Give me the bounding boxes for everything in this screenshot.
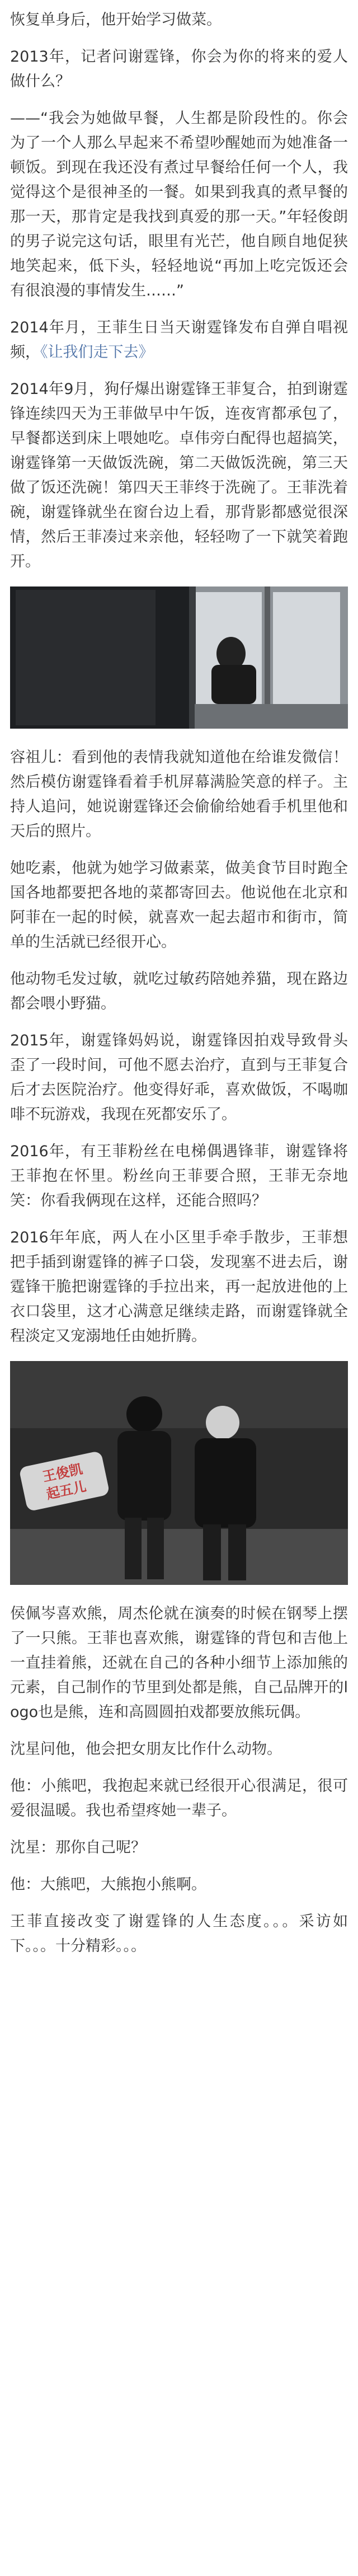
paragraph: 2015年，谢霆锋妈妈说，谢霆锋因拍戏导致骨头歪了一段时间，可他不愿去治疗，直到与王菲复合后才去医院治疗。他变得好乖，喜欢做饭，不喝咖啡不玩游戏，我现在死都安乐了。 [10,1032,348,1123]
paragraph: 2014年9月，狗仔爆出谢霆锋王菲复合，拍到谢霆锋连续四天为王菲做早中午饭，连夜宵都承包了，早餐都送到床上喂她吃。卓伟旁白配得也超搞笑，谢霆锋第一天做饭洗碗，第二天做饭洗碗，第三天做了饭还洗碗！第四天王菲终于洗碗了。王菲洗着碗，谢霆锋就坐在窗台边上看，那背影都感觉很深情，然后王菲凑过来亲他，轻轻吻了一下就笑着跑开。 [10,381,348,570]
paragraph: 容祖儿：看到他的表情我就知道他在给谁发微信！然后模仿谢霆锋看着手机屏幕满脸笑意的样子。主持人追问，她说谢霆锋还会偷偷给她看手机里他和天后的照片。 [10,749,348,840]
walking-photo-image [10,1361,348,1585]
paragraph: 侯佩岑喜欢熊，周杰伦就在演奏的时候在钢琴上摆了一只熊。王菲也喜欢熊，谢霆锋的背包和吉他上一直挂着熊，还就在自己的各种小细节上添加熊的元素，自己制作的节里到处都是熊，自己品牌开的logo也是熊，连和高圆圆拍戏都要放熊玩偶。 [10,1605,348,1721]
paragraph: 恢复单身后，他开始学习做菜。 [10,11,222,29]
song-link[interactable]: 《让我们走下去》 [40,344,154,361]
watermark-line-1: 王俊凯 [41,1461,84,1485]
concert-text: 2014年月，王菲生日当天谢霆锋发布自弹自唱视频， [10,319,348,361]
paragraph: 他：小熊吧，我抱起来就已经很开心很满足，很可爱很温暖。我也希望疼她一辈子。 [10,1777,348,1819]
paragraph: 她吃素，他就为她学习做素菜，做美食节目时跑全国各地都要把各地的菜都寄回去。他说他在北京和阿菲在一起的时候，就喜欢一起去超市和街市，简单的生活就已经很开心。 [10,860,348,951]
walking-photo [10,1361,348,1585]
paragraph-concert [10,316,348,365]
paragraph: 沈星：那你自己呢？ [10,1839,146,1856]
paragraph: 王菲直接改变了谢霆锋的人生态度。。。采访如下。。。十分精彩。。。 [10,1913,348,1955]
watermark-line-2: 起五儿 [45,1479,88,1503]
window-photo-image [10,586,348,729]
paragraph: 2016年年底，两人在小区里手牵手散步，王菲想把手插到谢霆锋的裤子口袋，发现塞不进去后，谢霆锋干脆把谢霆锋的手拉出来，再一起放进他的上衣口袋里，这才心满意足继续走路，而谢霆锋就全程淡定又宠溺地任由她折腾。 [10,1229,348,1345]
paragraph: ——“我会为她做早餐，人生都是阶段性的。你会为了一个人那么早起来不希望吵醒她而为她准备一顿饭。到现在我还没有煮过早餐给任何一个人，我觉得这个是很神圣的一餐。如果到我真的煮早餐的那一天，那肯定是我找到真爱的那一天。”年轻俊朗的男子说完这句话，眼里有光芒，他自顾自地促狭地笑起来，低下头，轻轻地说“再加上吃完饭还会有很浪漫的事情发生……” [10,110,348,299]
paragraph: 2013年，记者问谢霆锋，你会为你的将来的爱人做什么？ [10,48,348,90]
paragraph: 2016年，有王菲粉丝在电梯偶遇锋菲，谢霆锋将王菲抱在怀里。粉丝向王菲要合照，王菲无奈地笑：你看我俩现在这样，还能合照吗？ [10,1143,348,1209]
paragraph: 他动物毛发过敏，就吃过敏药陪她养猫，现在路边都会喂小野猫。 [10,970,348,1012]
window-photo [10,586,348,729]
paragraph: 沈星问他，他会把女朋友比作什么动物。 [10,1740,282,1758]
paragraph: 他：大熊吧，大熊抱小熊啊。 [10,1876,206,1893]
